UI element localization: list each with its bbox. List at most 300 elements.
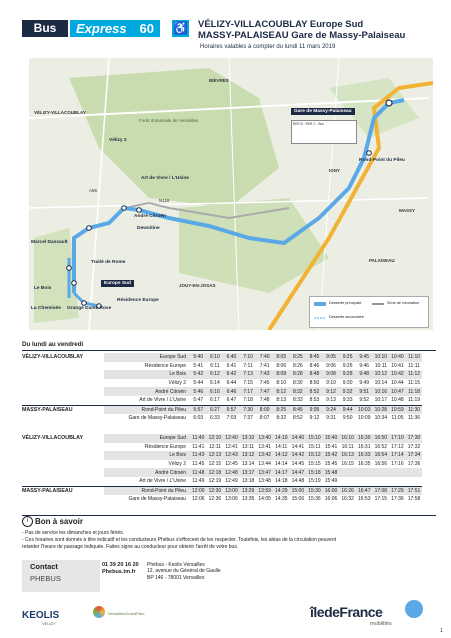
- time-cell: 9:50: [342, 415, 353, 422]
- time-cell: 7:43: [256, 370, 273, 379]
- time-cell: 7:41: [259, 362, 270, 369]
- map-label-gare-massy: Gare de Massy-Palaiseau: [291, 108, 355, 115]
- time-cell: 13:06: [225, 496, 238, 503]
- idf-logo-icon: [405, 600, 423, 618]
- time-cell: 8:13: [276, 397, 287, 404]
- time-cell: 10:03: [356, 405, 373, 414]
- map-label-marcel-dassault: Marcel Dassault: [31, 240, 68, 245]
- time-cell: 14:29: [273, 486, 290, 495]
- time-cell: 9:12: [323, 387, 340, 396]
- route-map: [29, 58, 433, 330]
- time-cell: 17:32: [407, 443, 421, 450]
- time-cell: 8:52: [292, 415, 303, 422]
- time-cell: 7:15: [243, 380, 253, 387]
- time-cell: 11:40: [190, 434, 207, 443]
- time-cell: 9:28: [339, 370, 356, 379]
- express-label: Express: [76, 21, 127, 36]
- time-cell: 16:33: [356, 451, 373, 460]
- map-label-le-bois: Le Bois: [34, 286, 52, 291]
- time-cell: 9:24: [323, 405, 340, 414]
- time-cell: 15:18: [306, 468, 323, 477]
- time-cell: 6:16: [207, 387, 224, 396]
- time-cell: [356, 477, 373, 486]
- info-title: Bon à savoir: [35, 517, 84, 526]
- stop-cell: Rond-Point du Pileu: [104, 486, 190, 495]
- time-cell: 16:35: [357, 461, 371, 468]
- idf-mobilites-logo: îledeFrance: [310, 604, 383, 620]
- time-cell: 9:06: [326, 362, 336, 369]
- time-cell: 6:14: [210, 380, 220, 387]
- time-cell: 13:12: [240, 451, 257, 460]
- time-cell: 8:53: [309, 397, 320, 404]
- time-cell: 16:00: [323, 486, 340, 495]
- map-label-la-cheminee: La Cheminée: [31, 306, 61, 311]
- map-label-europe-sud: Europe Sud: [101, 280, 134, 287]
- time-cell: 15:00: [290, 486, 307, 495]
- time-cell: 17:12: [391, 443, 404, 450]
- time-cell: 5:57: [190, 405, 207, 414]
- time-cell: 17:10: [389, 434, 406, 443]
- time-cell: 9:26: [342, 362, 353, 369]
- time-cell: 13:47: [256, 468, 273, 477]
- map-label-city-massy: MASSY: [399, 208, 416, 213]
- city-cell: [22, 396, 104, 405]
- note-holidays: - Pas de service les dimanches et jours fériés.: [22, 530, 124, 536]
- time-cell: 13:44: [258, 461, 271, 468]
- stop-cell: Art de Vivre / L'Usine: [139, 397, 186, 404]
- time-cell: 9:51: [356, 387, 373, 396]
- time-cell: 8:48: [306, 370, 323, 379]
- time-cell: 10:09: [357, 415, 371, 422]
- stop-cell: Le Bois: [104, 370, 190, 379]
- time-cell: 8:07: [259, 415, 270, 422]
- map-label-city-jouy: JOUY-EN-JOSAS: [179, 283, 216, 288]
- contact-details: [102, 562, 139, 576]
- time-cell: 16:06: [324, 496, 338, 503]
- time-cell: 10:17: [374, 397, 388, 404]
- time-cell: 8:08: [273, 370, 290, 379]
- wheelchair-icon: ♿: [173, 21, 188, 35]
- contact-title: Contact: [30, 562, 58, 571]
- legend-circulation: Sens de circulation: [387, 301, 420, 305]
- table-row: [22, 460, 422, 469]
- time-cell: 8:00: [256, 405, 273, 414]
- time-cell: 11:36: [407, 415, 421, 422]
- time-cell: 9:33: [342, 397, 353, 404]
- time-cell: 14:10: [273, 434, 290, 443]
- time-cell: 14:12: [273, 451, 290, 460]
- time-cell: 14:35: [275, 496, 288, 503]
- time-cell: 12:19: [208, 478, 222, 485]
- time-cell: 8:30: [292, 380, 303, 387]
- contact-phone[interactable]: 01 39 20 16 20: [102, 562, 139, 568]
- map-label-forest: Forêt domaniale de Versailles: [139, 118, 199, 123]
- time-cell: 13:11: [242, 443, 255, 450]
- table-row: [22, 443, 422, 452]
- time-cell: 7:40: [256, 353, 273, 362]
- time-cell: [339, 477, 356, 486]
- time-cell: 6:12: [207, 370, 224, 379]
- time-cell: 11:45: [192, 461, 205, 468]
- time-cell: 8:50: [309, 380, 320, 387]
- time-cell: 13:29: [240, 486, 257, 495]
- city-cell: [22, 379, 104, 388]
- time-cell: 6:57: [223, 405, 240, 414]
- city-cell: [22, 443, 104, 452]
- time-cell: 14:42: [290, 451, 307, 460]
- time-cell: 13:00: [223, 486, 240, 495]
- time-cell: 7:37: [243, 415, 253, 422]
- legend-principal: Desserte principale: [329, 301, 362, 305]
- contact-website[interactable]: Phebus.tm.fr: [102, 569, 136, 575]
- table-row: [22, 362, 422, 371]
- map-label-city-igny: IGNY: [329, 168, 341, 173]
- validity-date: Horaires valables à compter du lundi 11 mars 2019: [200, 44, 336, 50]
- weekday-title: Du lundi au vendredi: [22, 341, 84, 348]
- map-label-city-palaiseau: PALAISEAU: [369, 258, 395, 263]
- time-cell: 17:58: [407, 496, 421, 503]
- time-cell: 10:11: [374, 362, 387, 369]
- bus-label: Bus: [22, 20, 68, 37]
- time-cell: 10:10: [373, 353, 390, 362]
- stop-cell: Vélizy 2: [168, 380, 186, 387]
- info-notes: [22, 530, 336, 551]
- map-label-residence-europe: Résidence Europe: [117, 298, 159, 303]
- time-cell: 9:31: [326, 415, 336, 422]
- contact-address: [147, 562, 221, 581]
- time-cell: 16:32: [341, 496, 354, 503]
- table-row: [22, 405, 422, 414]
- time-cell: 10:28: [373, 405, 390, 414]
- stop-cell: Résidence Europe: [144, 362, 186, 369]
- time-cell: 15:10: [306, 434, 323, 443]
- address-line3: BP 146 - 78001 Versailles: [147, 574, 205, 581]
- time-cell: 6:41: [226, 362, 237, 369]
- time-cell: 8:12: [273, 387, 290, 396]
- time-cell: 12:06: [192, 496, 205, 503]
- time-cell: 17:30: [406, 434, 423, 443]
- time-cell: 11:49: [192, 478, 205, 485]
- time-cell: 15:19: [308, 478, 321, 485]
- stop-cell: Vélizy 2: [168, 461, 186, 468]
- time-cell: 9:30: [342, 380, 353, 387]
- time-cell: 15:11: [308, 443, 321, 450]
- time-cell: 16:47: [356, 486, 373, 495]
- time-cell: 11:43: [190, 451, 207, 460]
- time-cell: 16:53: [357, 496, 371, 503]
- time-cell: 6:03: [193, 415, 204, 422]
- time-cell: 12:40: [223, 434, 240, 443]
- table-row: [22, 486, 422, 495]
- table-row: [22, 379, 422, 388]
- time-cell: 9:44: [339, 405, 356, 414]
- time-cell: 15:06: [291, 496, 305, 503]
- city-cell: [22, 414, 104, 423]
- map-legend: [309, 296, 429, 328]
- city-cell: [22, 468, 104, 477]
- time-cell: 11:11: [408, 362, 420, 369]
- time-cell: 5:44: [193, 380, 204, 387]
- time-cell: 11:12: [406, 370, 423, 379]
- time-cell: 17:16: [391, 461, 404, 468]
- map-label-a86: A86: [89, 188, 98, 193]
- time-cell: 8:32: [276, 415, 287, 422]
- time-cell: 16:11: [341, 443, 354, 450]
- time-cell: 16:52: [374, 443, 388, 450]
- time-cell: 6:17: [210, 397, 220, 404]
- stop-cell: André Citroën: [104, 387, 190, 396]
- time-cell: 13:10: [240, 434, 257, 443]
- time-cell: 8:33: [292, 397, 303, 404]
- time-cell: 12:49: [225, 478, 238, 485]
- time-cell: 8:26: [292, 362, 303, 369]
- time-cell: 11:05: [391, 415, 404, 422]
- city-cell: MASSY-PALAISEAU: [22, 405, 104, 414]
- time-cell: 9:32: [339, 387, 356, 396]
- time-cell: 9:05: [306, 405, 323, 414]
- time-cell: 10:12: [373, 370, 390, 379]
- table-row: [22, 387, 422, 396]
- timetable-afternoon: [22, 434, 422, 504]
- time-cell: 17:14: [389, 451, 406, 460]
- time-cell: 8:46: [309, 362, 320, 369]
- time-cell: 10:48: [391, 397, 404, 404]
- time-cell: 6:27: [207, 405, 224, 414]
- time-cell: 15:12: [306, 451, 323, 460]
- time-cell: 14:41: [291, 443, 305, 450]
- table-row: [22, 414, 422, 423]
- time-cell: 11:41: [192, 443, 205, 450]
- keolis-sub: VELIZY: [42, 621, 56, 626]
- time-cell: 16:50: [373, 434, 390, 443]
- stop-cell: Gare de Massy-Palaiseau: [128, 496, 186, 503]
- time-cell: 15:15: [308, 461, 321, 468]
- time-cell: [373, 477, 390, 486]
- city-cell: [22, 477, 104, 486]
- stop-cell: Résidence Europe: [144, 443, 186, 450]
- time-cell: 17:15: [374, 496, 388, 503]
- time-cell: 9:25: [339, 353, 356, 362]
- time-cell: 17:51: [406, 486, 423, 495]
- time-cell: 15:42: [323, 451, 340, 460]
- time-cell: 9:05: [323, 353, 340, 362]
- time-cell: 11:19: [407, 397, 421, 404]
- time-cell: 7:48: [259, 397, 270, 404]
- time-cell: 15:41: [324, 443, 338, 450]
- time-cell: 11:48: [190, 468, 207, 477]
- table-row: [22, 396, 422, 405]
- time-cell: 16:13: [339, 451, 356, 460]
- time-cell: [373, 468, 390, 477]
- time-cell: 10:34: [374, 415, 388, 422]
- time-cell: 17:08: [373, 486, 390, 495]
- time-cell: 14:45: [291, 461, 305, 468]
- page-number: 1: [440, 628, 443, 634]
- time-cell: 10:16: [373, 387, 390, 396]
- time-cell: 6:47: [226, 397, 237, 404]
- time-cell: [356, 468, 373, 477]
- time-cell: 8:25: [290, 353, 307, 362]
- stop-cell: Art de Vivre / L'Usine: [139, 478, 186, 485]
- stop-cell: André Citroën: [104, 468, 190, 477]
- time-cell: 7:30: [240, 405, 257, 414]
- time-cell: 14:48: [291, 478, 305, 485]
- time-cell: 7:11: [243, 362, 253, 369]
- stop-cell: Gare de Massy-Palaiseau: [128, 415, 186, 422]
- time-cell: 12:43: [223, 451, 240, 460]
- time-cell: 12:00: [190, 486, 207, 495]
- city-cell: [22, 495, 104, 504]
- time-cell: 14:40: [290, 434, 307, 443]
- city-cell: [22, 451, 104, 460]
- table-row: [22, 477, 422, 486]
- time-cell: 16:26: [339, 486, 356, 495]
- time-cell: 11:30: [406, 405, 423, 414]
- time-cell: 10:44: [391, 380, 404, 387]
- time-cell: 6:46: [223, 387, 240, 396]
- time-cell: 15:30: [306, 486, 323, 495]
- time-cell: 5:40: [190, 353, 207, 362]
- time-cell: 10:42: [389, 370, 406, 379]
- map-label-traite-rome: Traité de Rome: [91, 260, 126, 265]
- time-cell: 14:47: [290, 468, 307, 477]
- time-cell: 11:15: [407, 380, 421, 387]
- time-cell: 12:45: [225, 461, 238, 468]
- map-label-n118: N118: [159, 198, 170, 203]
- time-cell: 16:56: [374, 461, 388, 468]
- time-cell: [406, 477, 423, 486]
- time-cell: [389, 477, 406, 486]
- table-row: [22, 434, 422, 443]
- time-cell: 9:10: [326, 380, 336, 387]
- time-cell: 6:10: [207, 353, 224, 362]
- time-cell: 15:48: [323, 468, 340, 477]
- time-cell: 7:17: [240, 387, 257, 396]
- time-cell: 8:05: [273, 353, 290, 362]
- stop-cell: Europe Sud: [104, 434, 190, 443]
- time-cell: 7:10: [240, 353, 257, 362]
- city-cell: [22, 362, 104, 371]
- line-number: 60: [139, 21, 154, 36]
- time-cell: 11:18: [406, 387, 423, 396]
- city-cell: [22, 460, 104, 469]
- time-cell: 12:30: [207, 486, 224, 495]
- time-cell: 8:10: [276, 380, 287, 387]
- time-cell: 6:33: [210, 415, 220, 422]
- address-line1: Phébus - Keolis Versailles: [147, 562, 205, 568]
- table-row: [22, 468, 422, 477]
- time-cell: 14:18: [275, 478, 288, 485]
- time-cell: 16:10: [339, 434, 356, 443]
- time-cell: 14:05: [258, 496, 271, 503]
- time-cell: 9:52: [359, 397, 370, 404]
- time-cell: 14:14: [275, 461, 288, 468]
- time-cell: 12:11: [208, 443, 221, 450]
- time-cell: 10:47: [389, 387, 406, 396]
- time-cell: 7:03: [226, 415, 237, 422]
- time-cell: 8:28: [290, 370, 307, 379]
- time-cell: 9:48: [356, 370, 373, 379]
- time-cell: 5:46: [190, 387, 207, 396]
- time-cell: 10:40: [389, 353, 406, 362]
- time-cell: 13:59: [256, 486, 273, 495]
- time-cell: [389, 468, 406, 477]
- note-wave: retarder l'heure de passage indiquée. Faites signe au conducteur pour obtenir l'arrêt de votre bus.: [22, 544, 239, 550]
- map-label-velizy2: Vélizy 2: [109, 138, 127, 143]
- city-cell: MASSY-PALAISEAU: [22, 486, 104, 495]
- time-cell: 17:36: [391, 496, 404, 503]
- time-cell: 7:13: [240, 370, 257, 379]
- versailles-grand-parc-label: VersaillesGrandParc: [108, 611, 145, 616]
- time-cell: 12:36: [208, 496, 222, 503]
- time-cell: 12:41: [225, 443, 238, 450]
- time-cell: 10:14: [374, 380, 388, 387]
- time-cell: 9:13: [326, 397, 336, 404]
- map-label-city-bievres: BIÈVRES: [209, 78, 229, 83]
- city-cell: VÉLIZY-VILLACOUBLAY: [22, 354, 84, 361]
- keolis-logo: KEOLIS: [22, 610, 60, 621]
- time-cell: 8:32: [290, 387, 307, 396]
- time-cell: 15:40: [323, 434, 340, 443]
- route-destination: MASSY-PALAISEAU Gare de Massy-Palaiseau: [198, 30, 406, 41]
- time-cell: 6:11: [210, 362, 220, 369]
- map-label-grange-dame-rose: Grange Dame Rose: [67, 306, 112, 311]
- table-row: [22, 451, 422, 460]
- time-cell: 8:06: [276, 362, 287, 369]
- time-cell: [406, 468, 423, 477]
- time-cell: 12:48: [223, 468, 240, 477]
- time-cell: 7:18: [243, 397, 253, 404]
- stop-cell: Europe Sud: [104, 353, 190, 362]
- route-origin: VÉLIZY-VILLACOUBLAY Europe Sud: [198, 19, 364, 30]
- time-cell: 8:52: [306, 387, 323, 396]
- time-cell: 7:45: [259, 380, 270, 387]
- time-cell: [339, 468, 356, 477]
- time-cell: 11:10: [406, 353, 423, 362]
- time-cell: 16:31: [357, 443, 371, 450]
- legend-secondaire: Desserte secondaire: [329, 315, 364, 319]
- connections-box-gare: RER B · RER C · Bus: [291, 120, 357, 144]
- time-cell: 16:30: [356, 434, 373, 443]
- table-row: [22, 495, 422, 504]
- time-cell: 14:11: [275, 443, 288, 450]
- stop-cell: Le Bois: [104, 451, 190, 460]
- route-line: [29, 58, 433, 330]
- map-label-art-vivre: Art de Vivre / L'Usine: [141, 176, 189, 181]
- time-cell: 13:18: [241, 478, 255, 485]
- time-cell: 17:36: [407, 461, 421, 468]
- map-label-andre-citroen: André Citroën: [134, 214, 166, 219]
- contact-operator: PHEBUS: [30, 574, 61, 583]
- time-cell: 6:44: [226, 380, 237, 387]
- time-cell: 13:17: [240, 468, 257, 477]
- time-cell: 7:47: [256, 387, 273, 396]
- time-cell: 5:41: [193, 362, 204, 369]
- timetable-morning: [22, 353, 422, 423]
- time-cell: 15:36: [308, 496, 321, 503]
- time-cell: 9:46: [359, 362, 370, 369]
- stop-cell: Rond-Point du Pileu: [104, 405, 190, 414]
- time-cell: 14:17: [273, 468, 290, 477]
- table-row: [22, 370, 422, 379]
- map-label-dewoitine: Dewoitine: [137, 226, 160, 231]
- time-cell: 12:18: [207, 468, 224, 477]
- time-cell: 15:49: [324, 478, 338, 485]
- time-cell: 8:25: [273, 405, 290, 414]
- express-badge: [70, 20, 160, 37]
- time-cell: 10:59: [389, 405, 406, 414]
- time-cell: 16:15: [341, 461, 354, 468]
